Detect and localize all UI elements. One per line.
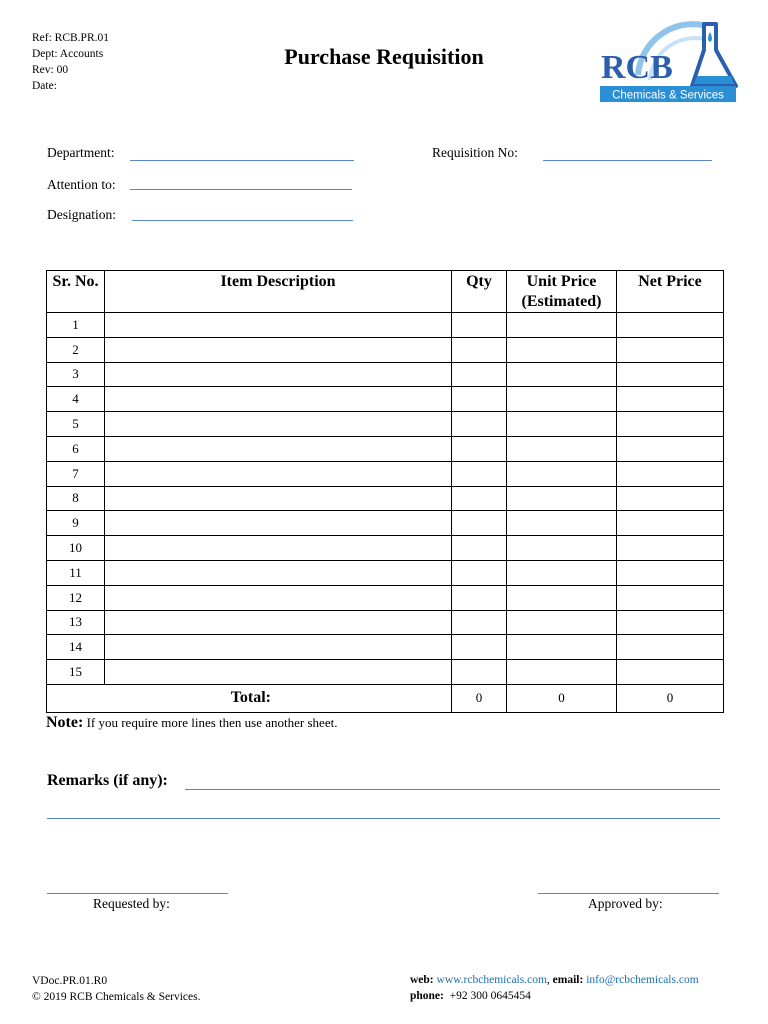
total-unit-price: 0 (507, 684, 617, 712)
sr-cell: 8 (47, 486, 105, 511)
col-header-sr: Sr. No. (47, 271, 105, 313)
table-row (47, 511, 724, 536)
unit-price-cell[interactable] (507, 511, 617, 536)
requisition-no-label: Requisition No: (432, 145, 518, 160)
net-price-cell[interactable] (617, 610, 724, 635)
table-row (47, 337, 724, 362)
attention-to-label: Attention to: (47, 177, 116, 192)
col-header-item: Item Description (105, 271, 452, 313)
qty-cell[interactable] (452, 585, 507, 610)
sr-cell: 11 (47, 560, 105, 585)
remarks-field-line-1[interactable] (185, 789, 720, 790)
net-price-cell[interactable] (617, 412, 724, 437)
approved-by-label: Approved by: (588, 896, 663, 911)
unit-price-cell[interactable] (507, 387, 617, 412)
qty-cell[interactable] (452, 362, 507, 387)
email-label: email: (552, 974, 584, 986)
net-price-cell[interactable] (617, 436, 724, 461)
unit-price-cell[interactable] (507, 436, 617, 461)
col-header-qty: Qty (452, 271, 507, 313)
item-description-cell[interactable] (105, 511, 452, 536)
unit-price-cell[interactable] (507, 486, 617, 511)
table-row (47, 610, 724, 635)
department-label: Department: (47, 145, 115, 160)
requisition-no-field[interactable] (543, 160, 712, 161)
sr-cell: 4 (47, 387, 105, 412)
requested-by-line[interactable] (47, 893, 228, 894)
doc-code: VDoc.PR.01.R0 (32, 975, 108, 987)
net-price-cell[interactable] (617, 461, 724, 486)
unit-price-cell[interactable] (507, 313, 617, 338)
item-description-cell[interactable] (105, 461, 452, 486)
unit-price-cell[interactable] (507, 362, 617, 387)
net-price-cell[interactable] (617, 387, 724, 412)
table-row (47, 660, 724, 685)
item-description-cell[interactable] (105, 313, 452, 338)
note-label: Note: (46, 714, 84, 731)
web-label: web: (410, 974, 434, 986)
sr-cell: 10 (47, 536, 105, 561)
ref-code: Ref: RCB.PR.01 (32, 32, 110, 44)
website-link[interactable]: www.rcbchemicals.com (436, 974, 547, 986)
sr-cell: 15 (47, 660, 105, 685)
item-description-cell[interactable] (105, 436, 452, 461)
remarks-label: Remarks (if any): (47, 772, 168, 789)
item-description-cell[interactable] (105, 660, 452, 685)
item-description-cell[interactable] (105, 585, 452, 610)
email-link[interactable]: info@rcbchemicals.com (586, 974, 699, 986)
net-price-cell[interactable] (617, 560, 724, 585)
item-description-cell[interactable] (105, 412, 452, 437)
sr-cell: 1 (47, 313, 105, 338)
item-description-cell[interactable] (105, 387, 452, 412)
table-row (47, 585, 724, 610)
qty-cell[interactable] (452, 511, 507, 536)
footer-contact: web: www.rcbchemicals.com, email: info@rcbchemicals.com phone: +92 300 0645454 (410, 974, 699, 1002)
company-logo (598, 20, 740, 108)
phone-number: +92 300 0645454 (449, 990, 531, 1002)
qty-cell[interactable] (452, 461, 507, 486)
net-price-cell[interactable] (617, 660, 724, 685)
table-row (47, 436, 724, 461)
unit-price-cell[interactable] (507, 560, 617, 585)
designation-field[interactable] (132, 220, 353, 221)
item-description-cell[interactable] (105, 536, 452, 561)
sr-cell: 5 (47, 412, 105, 437)
qty-cell[interactable] (452, 436, 507, 461)
unit-price-cell[interactable] (507, 337, 617, 362)
page-title: Purchase Requisition (284, 44, 484, 69)
col-header-net-price: Net Price (617, 271, 724, 313)
qty-cell[interactable] (452, 536, 507, 561)
net-price-cell[interactable] (617, 635, 724, 660)
unit-price-cell[interactable] (507, 610, 617, 635)
net-price-cell[interactable] (617, 313, 724, 338)
qty-cell[interactable] (452, 486, 507, 511)
table-row (47, 461, 724, 486)
item-description-cell[interactable] (105, 486, 452, 511)
table-row (47, 412, 724, 437)
unit-price-cell[interactable] (507, 536, 617, 561)
net-price-cell[interactable] (617, 585, 724, 610)
table-row (47, 313, 724, 338)
col-header-unit-price: Unit Price (Estimated) (507, 271, 617, 313)
unit-price-cell[interactable] (507, 660, 617, 685)
table-row (47, 560, 724, 585)
approved-by-line[interactable] (538, 893, 719, 894)
total-qty: 0 (452, 684, 507, 712)
date-label: Date: (32, 80, 57, 92)
items-table (46, 270, 724, 713)
phone-label: phone: (410, 990, 444, 1002)
sr-cell: 6 (47, 436, 105, 461)
logo-tagline: Chemicals & Services (612, 89, 724, 102)
item-description-cell[interactable] (105, 610, 452, 635)
table-row (47, 486, 724, 511)
net-price-cell[interactable] (617, 511, 724, 536)
qty-cell[interactable] (452, 337, 507, 362)
net-price-cell[interactable] (617, 362, 724, 387)
sr-cell: 14 (47, 635, 105, 660)
net-price-cell[interactable] (617, 536, 724, 561)
unit-price-cell[interactable] (507, 461, 617, 486)
flask-logo-icon (598, 20, 740, 108)
footer-left (32, 973, 200, 1005)
total-label: Total: (47, 684, 452, 712)
requested-by-label: Requested by: (93, 896, 170, 911)
sr-cell: 2 (47, 337, 105, 362)
qty-cell[interactable] (452, 610, 507, 635)
sr-cell: 12 (47, 585, 105, 610)
total-row (47, 684, 724, 712)
sr-cell: 13 (47, 610, 105, 635)
copyright: © 2019 RCB Chemicals & Services. (32, 991, 201, 1003)
note-text: If you require more lines then use another sheet. (83, 715, 338, 730)
dept-code: Dept: Accounts (32, 48, 104, 60)
table-header-row (47, 271, 724, 313)
attention-to-field[interactable] (130, 189, 352, 190)
designation-label: Designation: (47, 207, 116, 222)
remarks-field-line-2[interactable] (47, 818, 720, 819)
item-description-cell[interactable] (105, 560, 452, 585)
department-field[interactable] (130, 160, 354, 161)
item-description-cell[interactable] (105, 635, 452, 660)
table-row (47, 536, 724, 561)
sr-cell: 7 (47, 461, 105, 486)
net-price-cell[interactable] (617, 486, 724, 511)
unit-price-cell[interactable] (507, 412, 617, 437)
table-row (47, 387, 724, 412)
sr-cell: 9 (47, 511, 105, 536)
unit-price-cell[interactable] (507, 635, 617, 660)
table-row (47, 635, 724, 660)
note (46, 714, 337, 732)
qty-cell[interactable] (452, 387, 507, 412)
qty-cell[interactable] (452, 635, 507, 660)
revision: Rev: 00 (32, 64, 69, 76)
total-net-price: 0 (617, 684, 724, 712)
item-description-cell[interactable] (105, 337, 452, 362)
table-row (47, 362, 724, 387)
logo-brand-text: RCB (601, 49, 673, 86)
qty-cell[interactable] (452, 560, 507, 585)
qty-cell[interactable] (452, 412, 507, 437)
item-description-cell[interactable] (105, 362, 452, 387)
qty-cell[interactable] (452, 660, 507, 685)
qty-cell[interactable] (452, 313, 507, 338)
net-price-cell[interactable] (617, 337, 724, 362)
sr-cell: 3 (47, 362, 105, 387)
unit-price-cell[interactable] (507, 585, 617, 610)
